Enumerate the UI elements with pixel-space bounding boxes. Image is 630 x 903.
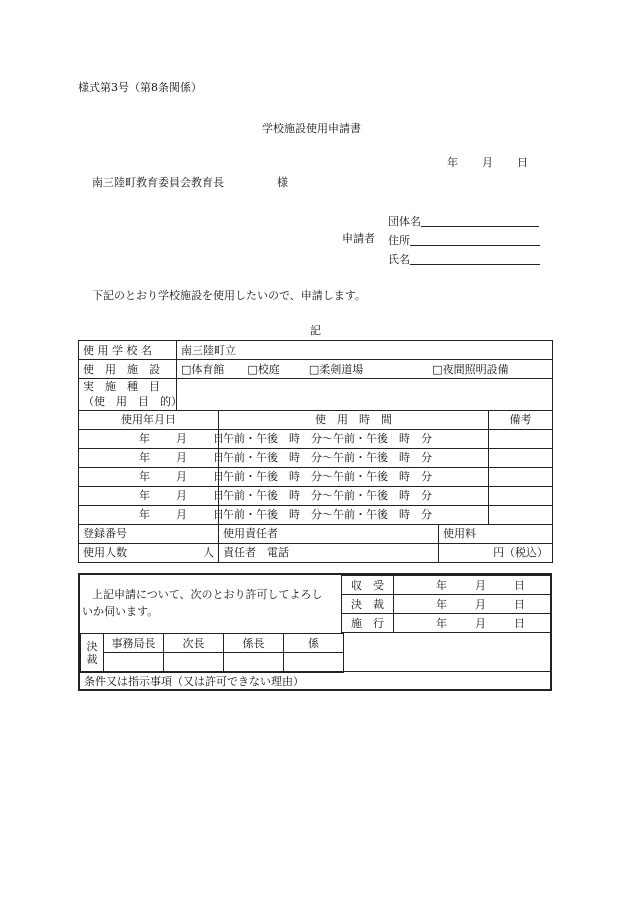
applicant-group-row <box>388 214 539 227</box>
form-title: 学校施設使用申請書 <box>262 122 361 135</box>
fee-unit[interactable]: 円（税込） <box>439 543 553 562</box>
schedule-time[interactable]: 午前・午後 時 分～午前・午後 時 分 <box>219 486 489 505</box>
role-staff: 係 <box>284 634 344 653</box>
header-date-day: 日 <box>517 156 528 169</box>
header-date-year: 年 <box>447 156 458 169</box>
step-enforce-label: 施 行 <box>342 614 394 633</box>
request-text-line2: いか伺います。 <box>82 605 159 618</box>
school-row <box>79 341 553 360</box>
addressee-name: 南三陸町教育委員会教育長 <box>92 176 224 189</box>
approval-stamp-table <box>80 633 344 673</box>
schedule-time[interactable]: 午前・午後 時 分～午前・午後 時 分 <box>219 429 489 448</box>
application-table <box>78 340 553 563</box>
schedule-time[interactable]: 午前・午後 時 分～午前・午後 時 分 <box>219 505 489 524</box>
step-approval-label: 決 裁 <box>342 595 394 614</box>
step-enforce-date[interactable]: 年 月 日 <box>394 614 551 633</box>
applicant-address-label: 住所 <box>388 234 410 247</box>
fee-label: 使用料 <box>439 524 553 543</box>
stamp-deputy[interactable] <box>164 653 224 673</box>
schedule-row <box>79 448 553 467</box>
applicant-group-field[interactable] <box>421 214 539 227</box>
schedule-row <box>79 467 553 486</box>
step-receipt-label: 収 受 <box>342 576 394 595</box>
header-date-month: 月 <box>482 156 493 169</box>
applicant-group-label: 団体名 <box>388 215 421 228</box>
schedule-date[interactable]: 年 月 日 <box>79 429 219 448</box>
people-label: 使用人数 <box>83 546 127 560</box>
schedule-remarks[interactable] <box>489 448 553 467</box>
processing-row <box>342 576 551 595</box>
applicant-name-row <box>388 252 540 265</box>
kessai-label: 決裁 <box>81 634 104 673</box>
applicant-address-row <box>388 233 540 246</box>
school-value[interactable]: 南三陸町立 <box>177 341 553 360</box>
facility-gym-checkbox[interactable]: □体育館 <box>181 362 225 376</box>
schedule-row <box>79 505 553 524</box>
applicant-address-field[interactable] <box>410 233 540 246</box>
stamp-section-chief[interactable] <box>224 653 284 673</box>
facility-label: 使 用 施 設 <box>79 360 177 379</box>
applicant-label: 申請者 <box>342 232 375 245</box>
conditions-label: 条件又は指示事項（又は許可できない理由） <box>84 675 304 688</box>
people-unit: 人 <box>203 546 214 560</box>
purpose-field[interactable] <box>177 379 553 411</box>
approval-stamp-row <box>81 653 344 673</box>
time-header: 使 用 時 間 <box>219 410 489 429</box>
schedule-row <box>79 486 553 505</box>
schedule-row <box>79 429 553 448</box>
processing-row <box>342 614 551 633</box>
date-header: 使用年月日 <box>79 410 219 429</box>
step-receipt-date[interactable]: 年 月 日 <box>394 576 551 595</box>
applicant-name-field[interactable] <box>410 252 540 265</box>
approval-header-row <box>81 634 344 653</box>
manager-label: 使用責任者 <box>219 524 439 543</box>
schedule-remarks[interactable] <box>489 505 553 524</box>
purpose-label-line1: 実 施 種 目 <box>83 380 160 393</box>
people-row <box>79 543 553 562</box>
stamp-staff[interactable] <box>284 653 344 673</box>
role-deputy: 次長 <box>164 634 224 653</box>
reg-no-label: 登録番号 <box>79 524 219 543</box>
processing-table <box>341 575 551 633</box>
remarks-header: 備考 <box>489 410 553 429</box>
schedule-time[interactable]: 午前・午後 時 分～午前・午後 時 分 <box>219 467 489 486</box>
intro-text: 下記のとおり学校施設を使用したいので、申請します。 <box>92 289 366 302</box>
registration-row <box>79 524 553 543</box>
step-approval-date[interactable]: 年 月 日 <box>394 595 551 614</box>
applicant-name-label: 氏名 <box>388 253 410 266</box>
facility-lighting-checkbox[interactable]: □夜間照明設備 <box>432 362 509 376</box>
purpose-row <box>79 379 553 411</box>
role-section-chief: 係長 <box>224 634 284 653</box>
school-label: 使 用 学 校 名 <box>79 341 177 360</box>
purpose-label <box>79 379 182 411</box>
facility-options <box>177 360 553 379</box>
facility-row <box>79 360 553 379</box>
ki-heading: 記 <box>310 324 321 337</box>
schedule-date[interactable]: 年 月 日 <box>79 467 219 486</box>
facility-schoolyard-checkbox[interactable]: □校庭 <box>247 362 280 376</box>
purpose-label-line2: （使 用 目 的） <box>83 395 182 409</box>
schedule-header-row <box>79 410 553 429</box>
manager-phone-label[interactable]: 責任者 電話 <box>219 543 439 562</box>
role-director: 事務局長 <box>104 634 164 653</box>
schedule-remarks[interactable] <box>489 486 553 505</box>
people-cell[interactable] <box>79 543 219 562</box>
processing-row <box>342 595 551 614</box>
facility-dojo-checkbox[interactable]: □柔剣道場 <box>308 362 364 376</box>
schedule-date[interactable]: 年 月 日 <box>79 505 219 524</box>
schedule-remarks[interactable] <box>489 467 553 486</box>
stamp-director[interactable] <box>104 653 164 673</box>
schedule-time[interactable]: 午前・午後 時 分～午前・午後 時 分 <box>219 448 489 467</box>
schedule-remarks[interactable] <box>489 429 553 448</box>
request-text-line1: 上記申請について、次のとおり許可してよろし <box>92 588 323 601</box>
schedule-date[interactable]: 年 月 日 <box>79 448 219 467</box>
schedule-date[interactable]: 年 月 日 <box>79 486 219 505</box>
addressee-suffix: 様 <box>277 176 288 189</box>
form-number: 様式第3号（第8条関係） <box>78 81 202 94</box>
